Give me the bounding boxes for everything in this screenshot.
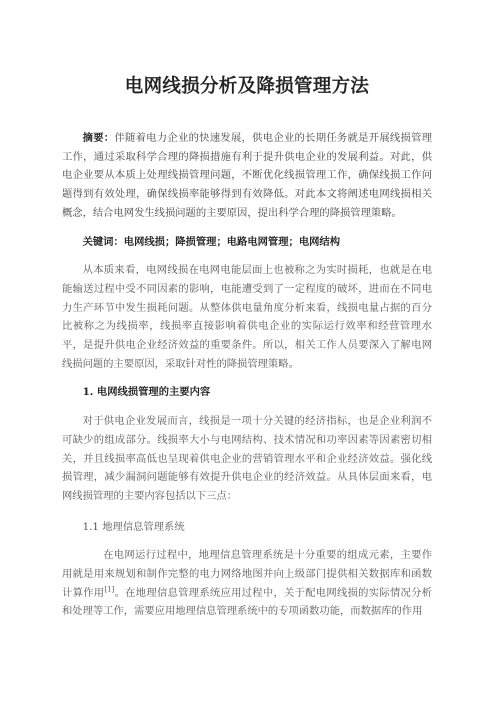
section-1-1-text-a: 在电网运行过程中，地理信息管理系统是十分重要的组成元素，主要作用就是用来规划和制作完整的电力网络地图并向上级部门提供相关数据库和函数计算作用 [62,549,432,599]
document-title: 电网线损分析及降损管理方法 [124,76,370,97]
section-1-1-heading: 1.1 地理信息管理系统 [82,520,185,533]
abstract-paragraph [62,129,432,223]
section-1-1-paragraph [62,546,432,621]
keywords-line: 关键词：电网线损；降损管理；电路电网管理；电网结构 [82,235,341,248]
section-1-1-text-b: 。在地理信息管理系统应用过程中，关于配电网线损的实际情况分析和处理等工作，需要应用地理信息管理系统中的专项函数功能，而数据库的作用 [62,586,433,618]
abstract-text: 伴随着电力企业的快速发展，供电企业的长期任务就是开展线损管理工作，通过采取科学合理的降损措施有利于提升供电企业的发展利益。对此，供电企业要从本质上处理线损管理问题，不断优化线损管理工作，确保线损工作问题得到有效处理，确保线损率能够得到有效降低。对此本文将阐述电网线损相关概念，结合电网发生线损问题的主要原因，提出科学合理的降损管理策略。 [62,132,433,219]
abstract-label: 摘要： [82,132,115,144]
citation-marker: [1] [104,585,115,594]
intro-paragraph: 从本质来看，电网线损在电网电能层面上也被称之为实时损耗，也就是在电能输送过程中受不同因素的影响，电能遭受到了一定程度的破坏，进而在不同电力生产环节中发生损耗问题。从整体供电量角度分析来看，线损电量占据的百分比被称之为线损率，线损率直接影响着供电企业的实际运行效率和经营管理水平，是提升供电企业经济效益的重要条件。所以，相关工作人员要深入了解电网线损问题的主要原因，采取针对性的降损管理策略。 [62,264,432,370]
section-1-paragraph: 对于供电企业发展而言，线损是一项十分关键的经济指标，也是企业利润不可缺少的组成部分。线损率大小与电网结构、技术情况和功率因素等因素密切相关，并且线损率高低也呈现着供电企业的营销管理水平和企业经济效益。强化线损管理，减少漏洞问题能够有效提升供电企业的经济效益。从具体层面来看，电网线损管理的主要内容包括以下三点： [62,415,432,502]
section-1-heading: 1. 电网线损管理的主要内容 [82,386,211,399]
